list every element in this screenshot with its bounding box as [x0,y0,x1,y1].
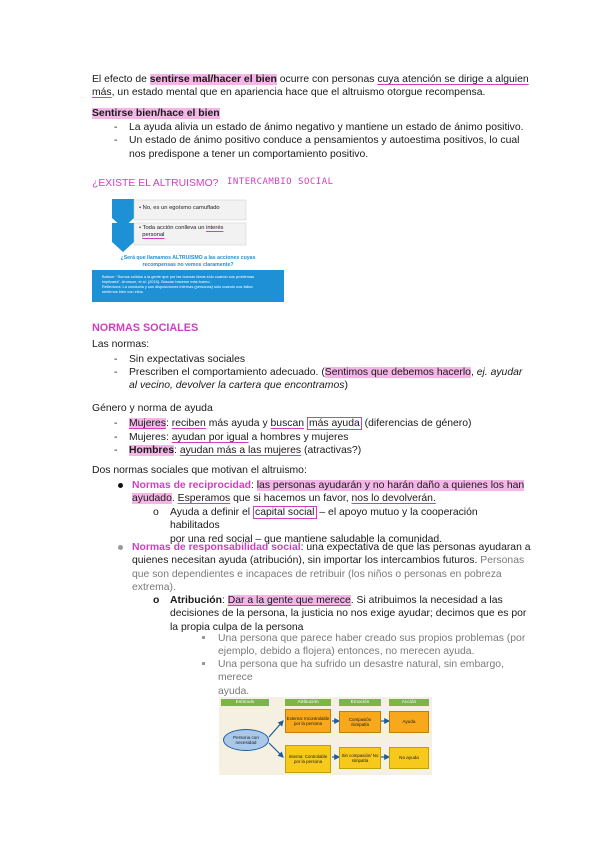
genero-text: Mujeres: [129,432,172,443]
genero-title: Género y norma de ayuda [92,403,213,414]
reciprocidad-highlight: las personas ayudarán y no harán daño a quienes los han [256,480,525,491]
atribucion-text: . Si atribuimos la necesidad a las [350,595,503,606]
diagram-header: Estímulo [221,699,269,706]
bullet-square [202,636,205,639]
genero-text: (diferencias de género) [361,418,472,429]
intro-text: ocurre con personas [276,74,378,85]
intro-paragraph [92,73,532,100]
atribucion-title: Atribución [170,595,222,606]
dash-bullet: - [114,418,118,429]
reciprocidad-title: Normas de reciprocidad [132,480,251,491]
responsabilidad-gray: que son dependientes e incapaces de retribuir (los niños o personas en pobreza [132,568,502,580]
capital-text: Ayuda a definir el [170,507,253,518]
figure-item-text: No, es un egoísmo camuflado [142,205,220,211]
capital-text: – el apoyo mutuo y la cooperación habilitados [170,507,478,532]
responsabilidad-text: : una expectativa de que las personas ayudaran a [300,542,531,553]
handwritten-note: INTERCAMBIO SOCIAL [227,177,334,187]
figure-question-text: recompensas no vemos claramente? [142,261,234,268]
responsabilidad-title: Normas de responsabilidad social [132,542,301,553]
dash-bullet: - [114,445,118,456]
bullet-dot [118,483,123,488]
genero-underline: ayudan más a las mujeres [179,445,302,456]
reciprocidad-text: . [171,493,178,505]
intro-underline: cuya atención se dirige a alguien [377,74,529,85]
bullet-circle: o [153,595,160,606]
genero-text: : [165,418,172,429]
responsabilidad-gray: extrema). [132,582,176,594]
reciprocidad-paragraph [132,479,532,506]
diagram-header: Emoción [339,699,381,706]
bullet-circle: o [153,507,159,518]
atribucion-highlight: Dar a la gente que merece [227,595,351,606]
figure-blue-text [102,274,278,294]
diagram-stimulus: Persona con necesidad [223,729,269,751]
genero-underline: ayudan por igual [171,432,249,443]
bullet-square [202,662,205,665]
atribucion-text: la propia culpa de la persona [170,621,304,633]
example-text: Una persona que ha sufrido un desastre natural, sin embargo, merece [218,659,504,684]
genero-highlight: Hombres [129,445,175,456]
genero-item-3 [129,444,361,457]
dos-lead: Dos normas sociales que motivan el altruismo: [92,465,307,476]
normas-text: Prescriben el comportamiento adecuado. ( [129,367,325,378]
example-text: ayuda. [218,685,250,697]
atribucion-text: decisiones de la persona, la justicia no nos exige ayudar; decimos que es por [170,608,527,620]
figure-blue-line: sentirnos bien con ellos. [102,289,144,294]
figure-item-text: Toda acción conlleva un [142,225,207,231]
diagram-compasion: Compasión /simpatía [339,711,381,733]
sentirse-item: La ayuda alivia un estado de ánimo negativo y mantiene un estado de ánimo positivo. [129,122,524,133]
dash-bullet: - [114,367,118,378]
capital-boxed: capital social [255,507,315,518]
dash-bullet: - [114,354,118,365]
sentirse-item: Un estado de ánimo positivo conduce a pensamientos y autoestima positivos, lo cual [129,135,520,146]
dash-bullet: - [114,122,118,133]
figure-blue-line: Batson: “Somos sólidos a la gente que por las buenas ideas sólo cuando sus problemas [102,274,255,279]
normas-italic: al vecino, devolver la cartera que encontramos [129,380,345,392]
diagram-external: Externa: Incontrolable por la persona [285,709,331,733]
normas-text: , [470,367,477,378]
normas-item-2 [129,366,529,393]
responsabilidad-text: quienes necesitan ayuda (atribución), sin importar los intercambios futuros. [132,555,481,567]
genero-item-1 [129,417,472,430]
reciprocidad-underline: nos lo devolverán. [351,493,436,505]
diagram-internal: Interna: Controlable por la persona [285,745,331,773]
genero-highlight: Mujeres [129,418,166,429]
genero-boxed: más ayuda [308,418,360,429]
genero-underline: reciben [171,418,206,429]
genero-underline: buscan [270,418,305,429]
reciprocidad-highlight: ayudado [132,493,172,505]
figure-item-1: • No, es un egoísmo camuflado [139,205,220,211]
responsabilidad-paragraph [132,541,532,595]
attribution-diagram [219,697,432,775]
bullet-dot [118,545,123,550]
altruism-figure [92,196,284,304]
intro-highlight: sentirse mal/hacer el bien [149,74,277,85]
diagram-header: Acción [389,699,429,706]
atribucion-paragraph [170,594,530,634]
example-text: ejemplo, debido a flojera) entonces, no merecen ayuda. [218,646,475,658]
reciprocidad-text: que si hacemos un favor, [230,493,352,505]
atribucion-text: : [221,595,228,606]
figure-item-underline: personal [142,232,165,238]
diagram-header: Atribución [285,699,331,706]
figure-item-underline: interés [206,225,224,231]
normas-highlight: Sentimos que debemos hacerlo [324,367,471,378]
normas-item-1: Sin expectativas sociales [129,354,246,365]
capital-text: por una red social – que mantiene saludable la comunidad. [170,533,443,545]
genero-text: más ayuda y [205,418,271,429]
diagram-sincompasion: Sin compasión/ No simpatía [339,747,381,769]
genero-item-2 [129,431,348,444]
figure-item-2: • Toda acción conlleva un interés personal [139,225,224,238]
sentirse-item: nos predispone a tener un comportamiento positivo. [129,149,369,160]
genero-text: (atractivas?) [301,445,362,456]
intro-underline: más [92,87,112,99]
diagram-ayuda: Ayuda [389,711,429,733]
figure-blue-line: Reflexiona: La conducta y sus disposiciones internas (personas) sólo cuando nos fallan [102,284,253,289]
sentirse-title-text: Sentirse bien/hace el bien [92,108,220,119]
responsabilidad-gray: Personas [480,555,525,567]
diagram-noayuda: No ayuda [389,747,429,769]
figure-question [98,255,278,268]
genero-text: a hombres y mujeres [248,432,349,443]
example-1 [218,632,528,659]
dash-bullet: - [114,432,118,443]
normas-lead: Las normas: [92,339,150,350]
existe-title: ¿EXISTE EL ALTRUISMO? [92,178,219,189]
sentirse-title [92,107,220,120]
normas-italic: ej. ayudar [476,367,523,378]
dash-bullet: - [114,135,118,146]
example-2 [218,658,528,698]
normas-title: NORMAS SOCIALES [92,322,199,334]
figure-blue-line: implicarla”. Aronson, et al. (2015). Buscan hacerse más bueno. [102,279,211,284]
intro-text: El efecto de [92,74,150,85]
reciprocidad-underline: Esperamos [177,493,231,505]
example-text: Una persona que parece haber creado sus propios problemas (por [218,633,526,644]
normas-text: ) [344,380,348,392]
reciprocidad-text: : [250,480,257,491]
genero-text: : [174,445,180,456]
intro-text: , un estado mental que en apariencia hace que el altruismo otorgue recompensa. [111,87,486,99]
figure-question-text: ¿Será que llamamos ALTRUISMO a las acciones cuyas [120,255,256,261]
